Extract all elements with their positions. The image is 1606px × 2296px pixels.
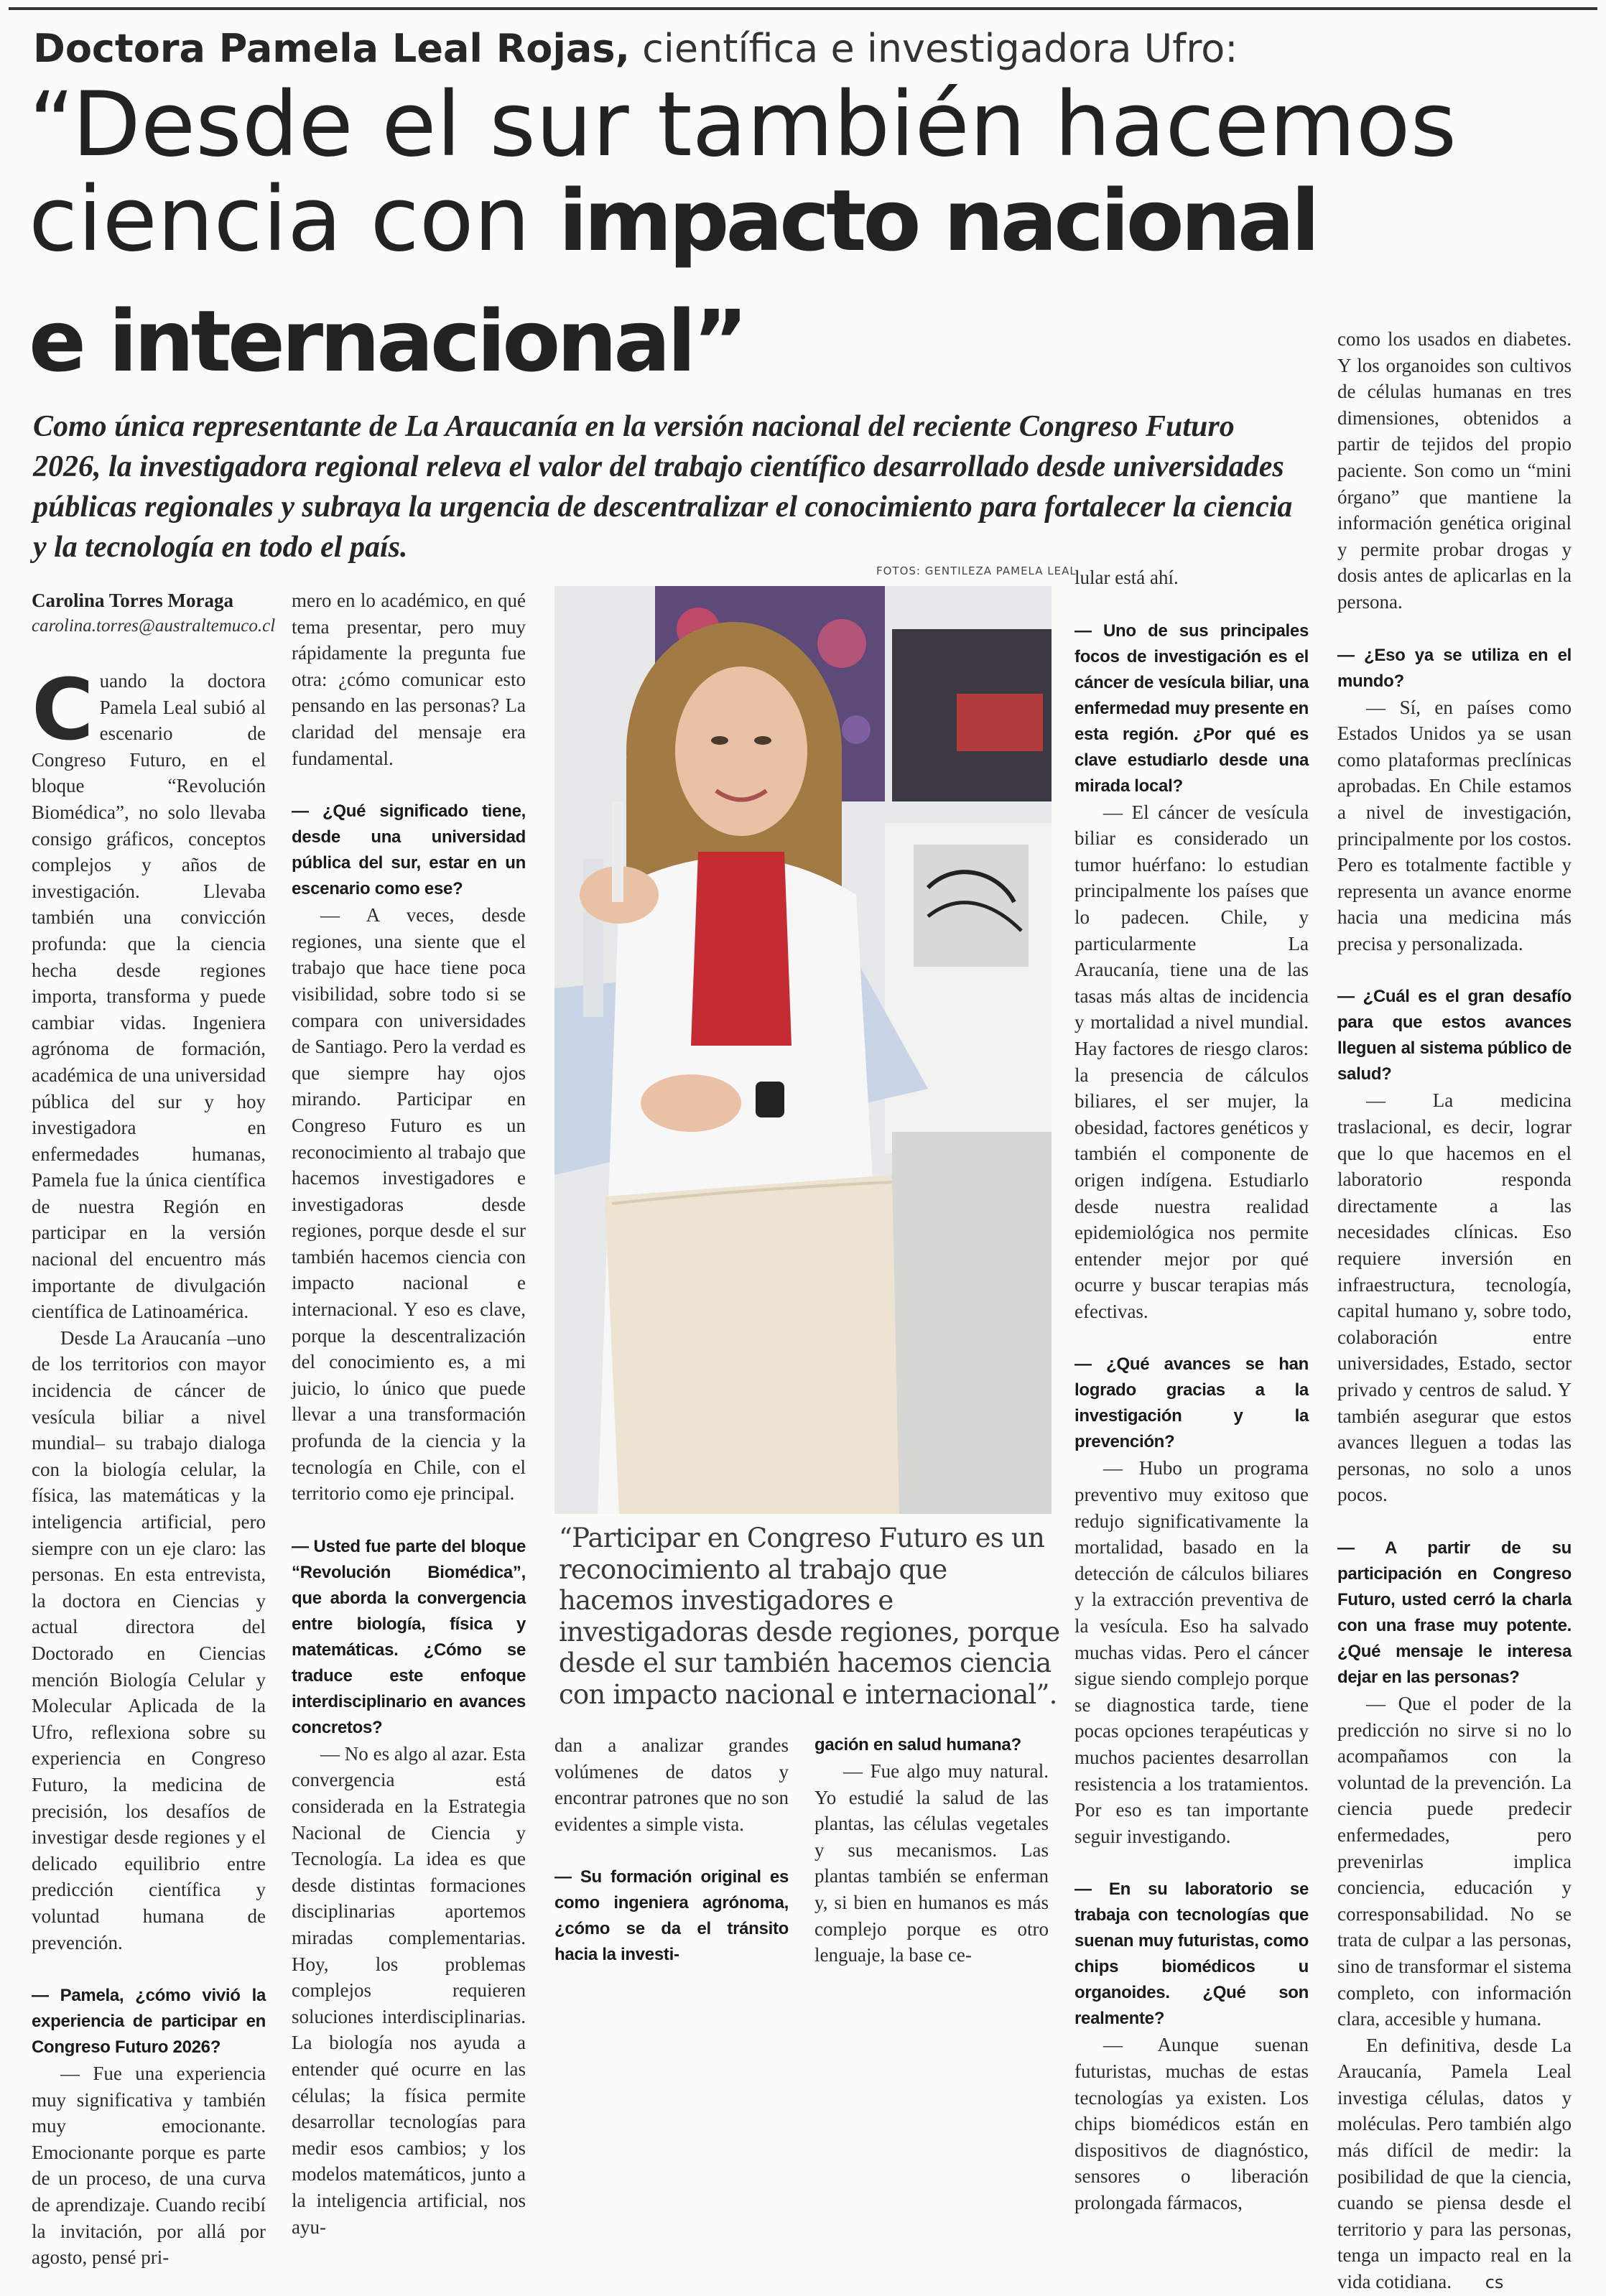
top-rule (9, 7, 1597, 10)
pull-quote: “Participar en Congreso Futuro es un reconocimiento al trabajo que hacemos investigadores e investigadoras desde regiones, porque desde el sur también hacemos ciencia con impacto nacional e internacional”. (559, 1523, 1060, 1710)
headline-line-2 (29, 168, 1457, 294)
interview-question: — A partir de su participación en Congreso Futuro, usted cerró la charla con una frase muy potente. ¿Qué mensaje le interesa dejar en las personas? (1337, 1538, 1572, 1687)
drop-cap: C (32, 660, 94, 759)
article-column-6 (1337, 326, 1572, 2296)
interview-question: — ¿Cuál es el gran desafío para que estos avances lleguen al sistema público de salud? (1337, 987, 1572, 1084)
body-paragraph: mero en lo académico, en qué tema presentar, pero muy rápidamente la pregunta fue otra: ¿cómo comunicar esto pensando en las personas? La claridad del mensaje era fundamental. (292, 590, 526, 769)
interview-answer: — La medicina traslacional, es decir, lograr que lo que hacemos en el laboratorio responda directamente a las necesidades clínicas. Eso requiere inversión en infraestructura, tecnología, capital humano y, sobre todo, colaboración entre universidades, Estado, sector privado y centros de salud. Y también asegurar que estos avances lleguen a todas las personas, no solo a unos pocos. (1337, 1089, 1572, 1506)
body-paragraph: como los usados en diabetes. Y los organoides son cultivos de células humanas en tres dimensiones, obtenidos a partir de tejidos del propio paciente. Son como un “mini órgano” que mantiene la información genética original y permite probar drogas y dosis antes de aplicarlas en la persona. (1337, 328, 1572, 613)
interview-answer: — No es algo al azar. Esta convergencia está considerada en la Estrategia Nacional de Ciencia y Tecnología. La idea es que desde distintas formaciones disciplinarias aportemos miradas complementarias. Hoy, los problemas complejos requieren soluciones interdisciplinarias. La biología nos ayuda a entender qué ocurre en las células; la física permite desarrollar tecnologías para medir esos cambios; y los modelos matemáticos, junto a la inteligencia artificial, nos ayu- (292, 1742, 526, 2238)
article-column-4 (814, 1732, 1049, 1969)
body-paragraph: Desde La Araucanía –uno de los territorios con mayor incidencia de cáncer de vesícula biliar a nivel mundial– su trabajo dialoga con la biología celular, la física, las matemáticas y la inteligencia artificial, pero siempre con un eje claro: las personas. En esta entrevista, la doctora en Ciencias y actual directora del Doctorado en Ciencias mención Biología Celular y Molecular Aplicada de la Ufro, reflexiona sobre su experiencia en Congreso Futuro, la medicina de precisión, los desafíos de investigar desde regiones y el delicado equilibrio entre predicción científica y voluntad humana de prevención. (32, 1326, 266, 1953)
interview-answer: — El cáncer de vesícula biliar es considerado un tumor huérfano: lo estudian principalmente los países que lo padecen. Chile, y particularmente La Araucanía, tiene una de las tasas más altas de incidencia y mortalidad a nivel mundial. Hay factores de riesgo claros: la presencia de cálculos biliares, el ser mujer, la obesidad, factores genéticos y también el componente de origen indígena. Estudiarlo desde nuestra realidad epidemiológica nos permite entender mejor por qué ocurre y buscar terapias más efectivas. (1074, 801, 1309, 1322)
interview-answer: — Aunque suenan futuristas, muchas de estas tecnologías ya existen. Los chips biomédicos están en dispositivos de diagnóstico, sensores o liberación prolongada fármacos, (1074, 2034, 1309, 2213)
interview-question: — ¿Qué significado tiene, desde una universidad pública del sur, estar en un escenario como ese? (292, 801, 526, 899)
interview-question: — Pamela, ¿cómo vivió la experiencia de participar en Congreso Futuro 2026? (32, 1986, 266, 2058)
article-column-5 (1074, 564, 1309, 2216)
interview-question: — Usted fue parte del bloque “Revolución Biomédica”, que aborda la convergencia entre biología, física y matemáticas. ¿Cómo se traduce este enfoque interdisciplinario en avances concretos? (292, 1536, 526, 1737)
article-column-2 (292, 587, 526, 2240)
body-paragraph: lular está ahí. (1074, 567, 1179, 588)
headline-line-3: e internacional” (29, 292, 745, 391)
interview-question: — En su laboratorio se trabaja con tecnologías que suenan muy futuristas, como chips biomédicos u organoides. ¿Qué son realmente? (1074, 1879, 1309, 2029)
byline-email: carolina.torres@australtemuco.cl (32, 616, 276, 636)
article-column-3 (554, 1732, 789, 1968)
interview-answer: — Sí, en países como Estados Unidos ya se usan como plataformas preclínicas aprobadas. En Chile estamos a nivel de investigación, principalmente por los costos. Pero es totalmente factible y representa un avance enorme hacia una medicina más precisa y personalizada. (1337, 696, 1572, 954)
opening-text: uando la doctora Pamela Leal subió al escenario de Congreso Futuro, en el bloque “Revolución Biomédica”, no solo llevaba consigo gráficos, conceptos complejos y años de investigación. Llevaba también una convicción profunda: que la ciencia hecha desde regiones importa, transforma y puede cambiar vidas. Ingeniera agrónoma de formación, académica de una universidad pública del sur y hoy investigadora en enfermedades humanas, Pamela fue la única científica de nuestra Región en participar en la versión nacional del encuentro más importante de divulgación científica de Latinoamérica. (32, 670, 266, 1323)
kicker-role: científica e investigadora Ufro: (630, 26, 1238, 71)
photo-credit: FOTOS: GENTILEZA PAMELA LEAL (876, 564, 1077, 577)
interview-question: — ¿Qué avances se han logrado gracias a la investigación y la prevención? (1074, 1354, 1309, 1452)
interview-question-continued: gación en salud humana? (814, 1735, 1021, 1754)
portrait-photo (554, 586, 1052, 1514)
interview-question: — Uno de sus principales focos de investigación es el cáncer de vesícula biliar, una enfermedad muy presente en esta región. ¿Por qué es clave estudiarlo desde una mirada local? (1074, 621, 1309, 796)
interview-answer: — Fue algo muy natural. Yo estudié la salud de las plantas, las células vegetales y sus mecanismos. Las plantas también se enferman y, si bien en humanos es más complejo porque es otro lenguaje, la base ce- (814, 1760, 1049, 1966)
kicker (33, 26, 1238, 71)
body-paragraph: dan a analizar grandes volúmenes de datos y encontrar patrones que no son evidentes a simple vista. (554, 1734, 789, 1835)
interview-answer: — Fue una experiencia muy significativa y también muy emocionante. Emocionante porque es parte de un proceso, de una curva de aprendizaje. Cuando recibí la invitación, por allá por agosto, pensé pri- (32, 2063, 266, 2269)
photo-illustration (554, 586, 1052, 1514)
interview-answer: — Hubo un programa preventivo muy exitoso que redujo significativamente la mortalidad, basado en la detección de cálculos biliares y la extracción preventiva de la vesícula. Eso ha salvado muchas vidas. Pero el cáncer sigue siendo complejo porque se diagnostica tarde, tiene pocas opciones terapéuticas y muchos pacientes desarrollan resistencia a los tratamientos. Por eso es tan importante seguir investigando. (1074, 1457, 1309, 1847)
headline-line-2-bold: impacto nacional (558, 171, 1317, 270)
interview-answer: — Que el poder de la predicción no sirve si no lo acompañamos con la voluntad de la prevención. La ciencia puede predecir enfermedades, pero prevenirlas implica conciencia, educación y corresponsabilidad. No se trata de culpar a las personas, sino de transformar el sistema completo, con información clara, accesible y humana. (1337, 1692, 1572, 2030)
closing-text: En definitiva, desde La Araucanía, Pamela Leal investiga células, datos y moléculas. Pero también algo más difícil de medir: la posibilidad de que la ciencia, cuando se piensa desde el territorio y para las personas, tenga un impacto real en la vida cotidiana. (1337, 2034, 1572, 2293)
lead-paragraph: Como única representante de La Araucanía en la versión nacional del reciente Congreso Futuro 2026, la investigadora regional releva el valor del trabajo científico desarrollado desde universidades públicas regionales y subraya la urgencia de descentralizar el conocimiento para fortalecer la ciencia y la tecnología en todo el país. (33, 410, 1293, 564)
headline (29, 73, 1457, 391)
interview-answer: — A veces, desde regiones, una siente que el trabajo que hace tiene poca visibilidad, sobre todo si se compara con universidades de Santiago. Pero la verdad es que siempre hay ojos mirando. Participar en Congreso Futuro es un reconocimiento al trabajo que hacemos investigadores e investigadoras desde regiones, porque desde el sur también hacemos ciencia con impacto nacional e internacional. Y eso es clave, porque la descentralización del conocimiento es, a mi juicio, lo único que puede llevar a una transformación profunda de la ciencia y la tecnología en Chile, con el territorio como eje principal. (292, 904, 526, 1505)
headline-line-2-light: ciencia con (29, 168, 559, 271)
article-column-1 (32, 587, 276, 2271)
interview-question: — Su formación original es como ingeniera agrónoma, ¿cómo se da el tránsito hacia la investi- (554, 1867, 789, 1965)
closing-paragraph (1337, 2032, 1572, 2296)
byline-author: Carolina Torres Moraga (32, 590, 233, 611)
end-mark-icon: cs (1485, 2272, 1504, 2293)
headline-line-1: “Desde el sur también hacemos (29, 73, 1457, 177)
opening-paragraph (32, 660, 266, 1325)
kicker-name: Doctora Pamela Leal Rojas, (33, 26, 630, 71)
interview-question: — ¿Eso ya se utiliza en el mundo? (1337, 645, 1572, 691)
